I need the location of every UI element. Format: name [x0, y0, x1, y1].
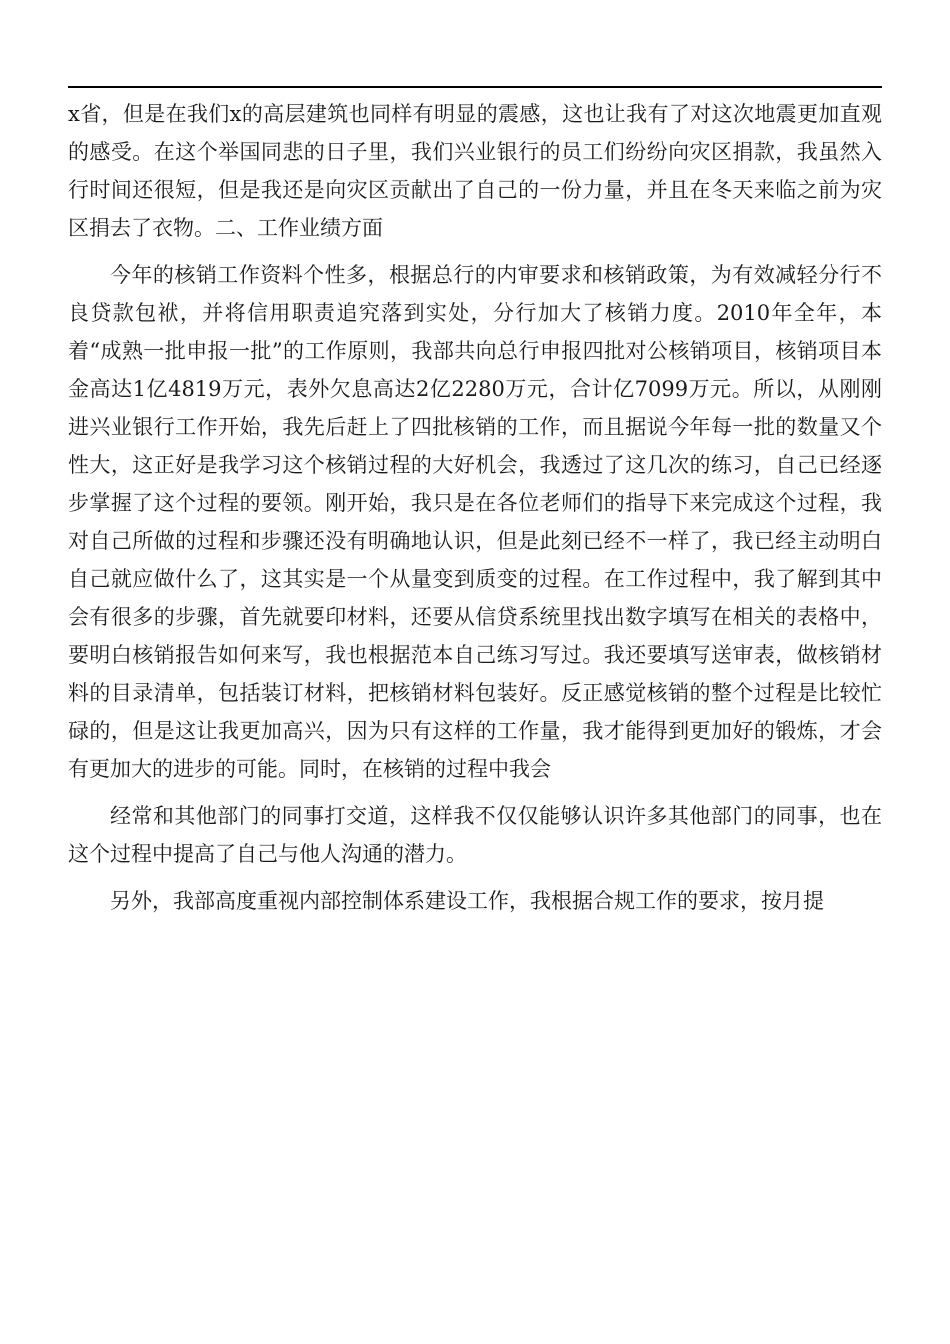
paragraph-1: x省，但是在我们x的高层建筑也同样有明显的震感，这也让我有了对这次地震更加直观的感受。在这个举国同悲的日子里，我们兴业银行的员工们纷纷向灾区捐款，我虽然入行时间还很短，但是我还是向灾区贡献出了自己的一份力量，并且在冬天来临之前为灾区捐去了衣物。二、工作业绩方面	[68, 102, 882, 240]
header-rule	[68, 86, 882, 88]
paragraph-4: 另外，我部高度重视内部控制体系建设工作，我根据合规工作的要求，按月提	[110, 889, 824, 913]
paragraph-2: 今年的核销工作资料个性多，根据总行的内审要求和核销政策，为有效减轻分行不良贷款包袱，并将信用职责追究落到实处，分行加大了核销力度。2010年全年，本着“成熟一批申报一批”的工作原则，我部共向总行申报四批对公核销项目，核销项目本金高达1亿4819万元，表外欠息高达2亿2280万元，合计亿7099万元。所以，从刚刚进兴业银行工作开始，我先后赶上了四批核销的工作，而且据说今年每一批的数量又个性大，这正好是我学习这个核销过程的大好机会，我透过了这几次的练习，自己已经逐步掌握了这个过程的要领。刚开始，我只是在各位老师们的指导下来完成这个过程，我对自己所做的过程和步骤还没有明确地认识，但是此刻已经不一样了，我已经主动明白自己就应做什么了，这其实是一个从量变到质变的过程。在工作过程中，我了解到其中会有很多的步骤，首先就要印材料，还要从信贷系统里找出数字填写在相关的表格中，要明白核销报告如何来写，我也根据范本自己练习写过。我还要填写送审表，做核销材料的目录清单，包括装订材料，把核销材料包装好。反正感觉核销的整个过程是比较忙碌的，但是这让我更加高兴，因为只有这样的工作量，我才能得到更加好的锻炼，才会有更加大的进步的可能。同时，在核销的过程中我会	[68, 263, 882, 781]
paragraph-3: 经常和其他部门的同事打交道，这样我不仅仅能够认识许多其他部门的同事，也在这个过程中提高了自己与他人沟通的潜力。	[68, 804, 882, 866]
document-body	[68, 95, 882, 920]
